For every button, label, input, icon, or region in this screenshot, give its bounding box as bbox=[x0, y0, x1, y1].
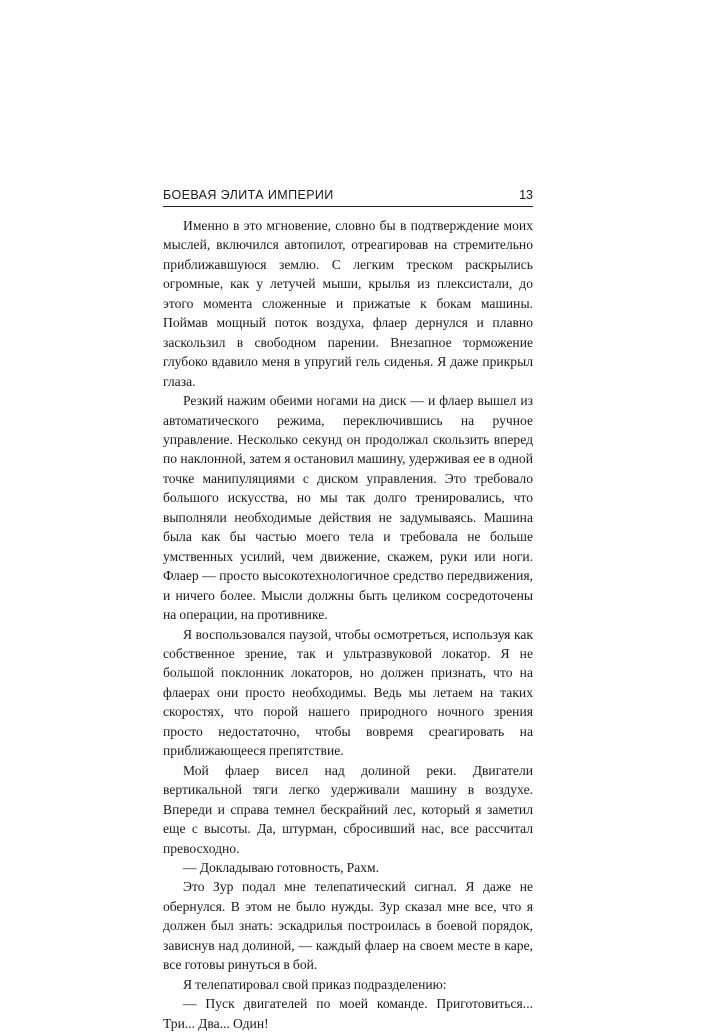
paragraph: Это Зур подал мне телепатический сигнал. Я даже не обернулся. В этом не было нужды. Зур сказал мне все, что я должен был знать: эскадрилья построилась в боевой порядок, зависнув над долиной, — каждый флаер на своем месте в каре, все готовы ринуться в бой. bbox=[163, 879, 533, 973]
page-number: 13 bbox=[519, 188, 533, 202]
paragraph: Я воспользовался паузой, чтобы осмотреться, используя как собственное зрение, так и ультразвуковой локатор. Я не большой поклонник локаторов, но должен признать, что на флаерах они просто необходимы. Ведь мы летаем на таких скоростях, что порой нашего природного ночного зрения просто недостаточно, чтобы вовремя среагировать на приближающееся препятствие. bbox=[163, 626, 533, 759]
paragraph: — Докладываю готовность, Рахм. bbox=[183, 859, 380, 875]
paragraph: Я телепатировал свой приказ подразделению: bbox=[183, 976, 447, 992]
paragraph: Мой флаер висел над долиной реки. Двигатели вертикальной тяги легко удерживали машину в воздухе. Впереди и справа темнел бескрайний лес, который я заметил еще с высоты. Да, штурман, сбросивший нас, все рассчитал превосходно. bbox=[163, 762, 533, 856]
running-header bbox=[163, 188, 533, 207]
paragraph: — Пуск двигателей по моей команде. Приготовиться... Три... Два... Один! bbox=[163, 996, 533, 1031]
paragraph: Резкий нажим обеими ногами на диск — и флаер вышел из автоматического режима, переключившись на ручное управление. Несколько секунд он продолжал скользить вперед по наклонной, затем я остановил машину, удерживая ее в одной точке манипуляциями с диском управления. Это требовало большого искусства, но мы так долго тренировались, что выполняли необходимые действия не задумываясь. Машина была как бы частью моего тела и требовала не больше умственных усилий, чем движение, скажем, руки или ноги. Флаер — просто высокотехнологичное средство передвижения, и ничего более. Мысли должны быть целиком сосредоточены на операции, на противнике. bbox=[163, 393, 533, 623]
text-body bbox=[163, 216, 533, 1033]
running-title: БОЕВАЯ ЭЛИТА ИМПЕРИИ bbox=[163, 188, 334, 202]
paragraph: Именно в это мгновение, словно бы в подтверждение моих мыслей, включился автопилот, отреагировав на стремительно приближавшуюся землю. С легким треском раскрылись огромные, как у летучей мыши, крылья из плексистали, до этого момента сложенные и прижатые к бокам машины. Поймав мощный поток воздуха, флаер дернулся и плавно заскользил в свободном парении. Внезапное торможение глубоко вдавило меня в упругий гель сиденья. Я даже прикрыл глаза. bbox=[163, 218, 533, 389]
